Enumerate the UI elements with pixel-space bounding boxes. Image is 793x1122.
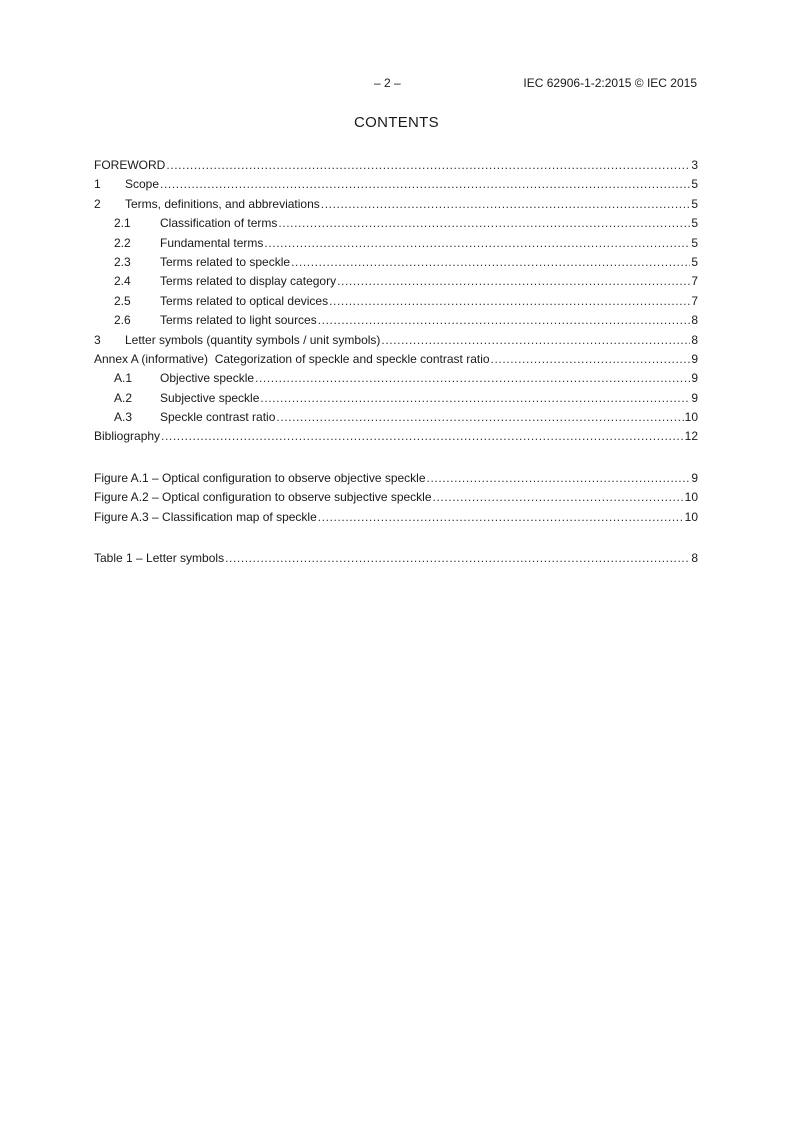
toc-entry-page: 7 (691, 293, 698, 308)
dot-leader (491, 351, 691, 367)
toc-entry-a-2[interactable] (94, 390, 698, 409)
toc-entry-scope[interactable] (94, 176, 698, 195)
toc-entry-label: Classification of terms (160, 216, 278, 231)
toc-entry-page: 5 (691, 254, 698, 269)
toc-entry-number: A.3 (114, 410, 133, 425)
dot-leader (337, 273, 690, 289)
dot-leader (276, 409, 683, 425)
toc-entry-terms[interactable] (94, 196, 698, 215)
toc-entry-number: 2.6 (114, 313, 131, 328)
page-number: – 2 – (374, 76, 401, 90)
figure-entry-label: Figure A.1 – Optical configuration to observe objective speckle (94, 470, 426, 485)
figure-entry-page: 9 (691, 470, 698, 485)
dot-leader (161, 428, 684, 444)
toc-entry-page: 9 (691, 390, 698, 405)
toc-entry-2-3[interactable] (94, 254, 698, 273)
toc-entry-label: Terms, definitions, and abbreviations (125, 196, 320, 211)
toc-entry-a-3[interactable] (94, 409, 698, 428)
toc-entry-page: 5 (691, 216, 698, 231)
dot-leader (381, 332, 690, 348)
toc-entry-number: 1 (94, 177, 101, 192)
dot-leader (291, 254, 690, 270)
toc-entry-page: 9 (691, 351, 698, 366)
dot-leader (278, 215, 690, 231)
figure-entry-page: 10 (684, 490, 698, 505)
toc-entry-2-2[interactable] (94, 235, 698, 254)
table-of-contents (94, 157, 698, 569)
dot-leader (321, 196, 691, 212)
toc-entry-a-1[interactable] (94, 370, 698, 389)
toc-entry-number: 2.2 (114, 235, 131, 250)
figure-entry-a1[interactable] (94, 470, 698, 489)
dot-leader (318, 312, 691, 328)
toc-entry-page: 5 (691, 235, 698, 250)
toc-entry-page: 10 (684, 410, 698, 425)
toc-entry-page: 12 (684, 429, 698, 444)
section-spacer (94, 528, 698, 550)
toc-entry-page: 7 (691, 274, 698, 289)
figure-entry-label: Figure A.3 – Classification map of speckle (94, 509, 317, 524)
toc-entry-label: Letter symbols (quantity symbols / unit symbols) (125, 332, 381, 347)
dot-leader (264, 235, 690, 251)
toc-entry-page: 5 (691, 196, 698, 211)
dot-leader (433, 489, 684, 505)
toc-entry-label: Bibliography (94, 429, 161, 444)
document-id: IEC 62906-1-2:2015 © IEC 2015 (523, 76, 697, 90)
table-entry-1[interactable] (94, 550, 698, 569)
dot-leader (427, 470, 691, 486)
toc-entry-label: Terms related to display category (160, 274, 337, 289)
toc-entry-bibliography[interactable] (94, 428, 698, 447)
toc-entry-2-1[interactable] (94, 215, 698, 234)
contents-title: CONTENTS (354, 114, 439, 131)
dot-leader (318, 509, 684, 525)
toc-entry-label: Terms related to speckle (160, 254, 291, 269)
toc-entry-number: 2.5 (114, 293, 131, 308)
toc-entry-label: Terms related to light sources (160, 313, 317, 328)
dot-leader (160, 176, 690, 192)
toc-entry-number: A.1 (114, 371, 133, 386)
toc-entry-2-4[interactable] (94, 273, 698, 292)
toc-entry-label: Terms related to optical devices (160, 293, 329, 308)
toc-entry-foreword[interactable] (94, 157, 698, 176)
dot-leader (329, 293, 690, 309)
toc-entry-number: 3 (94, 332, 101, 347)
dot-leader (166, 157, 690, 173)
toc-entry-label: Annex A (informative) Categorization of speckle and speckle contrast ratio (94, 351, 490, 366)
toc-entry-letter-symbols[interactable] (94, 332, 698, 351)
toc-entry-page: 9 (691, 371, 698, 386)
toc-entry-2-6[interactable] (94, 312, 698, 331)
toc-entry-label: FOREWORD (94, 158, 166, 172)
toc-entry-label: Scope (125, 177, 160, 192)
toc-entry-label: Fundamental terms (160, 235, 264, 250)
toc-entry-label: Objective speckle (160, 371, 255, 386)
toc-entry-number: 2 (94, 196, 101, 211)
toc-entry-label: Subjective speckle (160, 390, 260, 405)
table-entry-label: Table 1 – Letter symbols (94, 551, 225, 566)
dot-leader (255, 370, 690, 386)
toc-entry-number: 2.3 (114, 254, 131, 269)
figure-entry-a2[interactable] (94, 489, 698, 508)
toc-entry-number: 2.4 (114, 274, 131, 289)
toc-entry-page: 8 (691, 332, 698, 347)
toc-entry-2-5[interactable] (94, 293, 698, 312)
toc-entry-label: Speckle contrast ratio (160, 410, 276, 425)
figure-entry-a3[interactable] (94, 509, 698, 528)
dot-leader (260, 390, 690, 406)
toc-entry-page: 5 (691, 177, 698, 192)
section-spacer (94, 448, 698, 470)
figure-entry-page: 10 (684, 509, 698, 524)
toc-entry-number: 2.1 (114, 216, 131, 231)
figure-entry-label: Figure A.2 – Optical configuration to observe subjective speckle (94, 490, 432, 505)
toc-entry-page: 8 (691, 313, 698, 328)
page-header (0, 76, 793, 92)
toc-entry-number: A.2 (114, 390, 133, 405)
toc-entry-page: 3 (691, 158, 698, 172)
toc-entry-annex-a[interactable] (94, 351, 698, 370)
table-entry-page: 8 (691, 551, 698, 566)
dot-leader (225, 550, 690, 566)
